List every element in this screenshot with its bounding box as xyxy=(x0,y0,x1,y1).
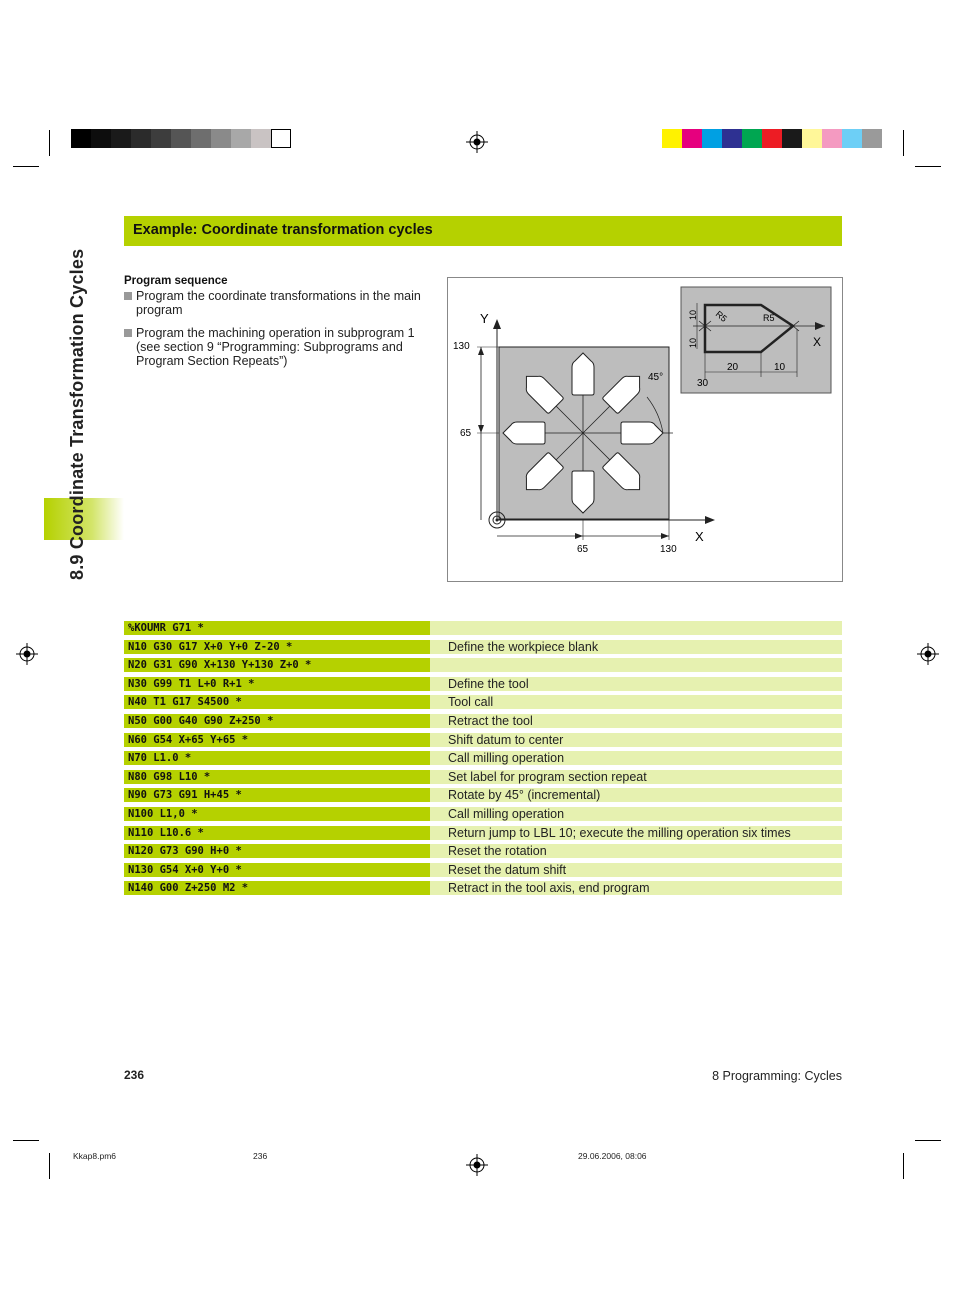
program-code-line: %KOUMR G71 * xyxy=(124,621,430,635)
program-code-line: N130 G54 X+0 Y+0 * xyxy=(124,863,430,877)
program-line-description xyxy=(430,658,842,672)
program-code-line: N110 L10.6 * xyxy=(124,826,430,840)
section-side-title: 8.9 Coordinate Transformation Cycles xyxy=(67,248,87,580)
detail-x-label: X xyxy=(813,335,822,349)
program-code-line: N10 G30 G17 X+0 Y+0 Z-20 * xyxy=(124,640,430,654)
chapter-footer: 8 Programming: Cycles xyxy=(712,1069,842,1083)
program-line-description: Reset the datum shift xyxy=(430,863,842,877)
program-code-line: N30 G99 T1 L+0 R+1 * xyxy=(124,677,430,691)
color-swatch xyxy=(802,129,822,148)
dim-130-x: 130 xyxy=(660,544,677,555)
program-line-description: Reset the rotation xyxy=(430,844,842,858)
color-swatch xyxy=(842,129,862,148)
color-swatch xyxy=(251,129,271,148)
program-code-line: N40 T1 G17 S4500 * xyxy=(124,695,430,709)
detail-dim-10-bottom: 10 xyxy=(774,362,786,373)
program-code-line: N90 G73 G91 H+45 * xyxy=(124,788,430,802)
program-code-line: N50 G00 G40 G90 Z+250 * xyxy=(124,714,430,728)
bullet-item xyxy=(124,289,429,317)
example-header xyxy=(124,216,842,246)
program-line-description: Define the tool xyxy=(430,677,842,691)
print-file: Kkap8.pm6 xyxy=(73,1151,116,1161)
program-line-description: Set label for program section repeat xyxy=(430,770,842,784)
color-swatch xyxy=(131,129,151,148)
program-code-line: N20 G31 G90 X+130 Y+130 Z+0 * xyxy=(124,658,430,672)
crop-mark xyxy=(915,166,941,167)
color-swatch xyxy=(682,129,702,148)
color-swatch xyxy=(171,129,191,148)
registration-mark-icon xyxy=(917,643,939,665)
program-code-line: N120 G73 G90 H+0 * xyxy=(124,844,430,858)
color-swatch xyxy=(762,129,782,148)
program-line-description xyxy=(430,621,842,635)
crop-mark xyxy=(915,1140,941,1141)
dim-65-y: 65 xyxy=(460,428,472,439)
detail-r5-a: R5 xyxy=(713,308,729,324)
color-swatch xyxy=(862,129,882,148)
bullet-square-icon xyxy=(124,329,132,337)
color-swatch xyxy=(782,129,802,148)
program-line-description: Return jump to LBL 10; execute the milling operation six times xyxy=(430,826,842,840)
angle-label: 45° xyxy=(648,372,664,383)
program-sequence-title: Program sequence xyxy=(124,275,228,287)
program-code-line: N70 L1.0 * xyxy=(124,751,430,765)
color-swatch xyxy=(231,129,251,148)
color-swatch xyxy=(271,129,291,148)
bullet-item xyxy=(124,326,429,368)
dim-65-x: 65 xyxy=(577,544,589,555)
detail-dim-20: 20 xyxy=(727,362,739,373)
detail-dim-10-side: 10 xyxy=(688,337,698,348)
detail-dim-10-top: 10 xyxy=(688,309,698,320)
program-line-description: Retract the tool xyxy=(430,714,842,728)
bullet-square-icon xyxy=(124,292,132,300)
program-code-line: N100 L1,0 * xyxy=(124,807,430,821)
program-line-description: Rotate by 45° (incremental) xyxy=(430,788,842,802)
program-line-description: Shift datum to center xyxy=(430,733,842,747)
color-swatch xyxy=(91,129,111,148)
y-axis-label: Y xyxy=(480,311,489,326)
x-axis-label: X xyxy=(695,529,704,544)
color-swatch xyxy=(662,129,682,148)
color-swatch xyxy=(111,129,131,148)
color-swatch xyxy=(151,129,171,148)
program-code-line: N80 G98 L10 * xyxy=(124,770,430,784)
color-swatch xyxy=(211,129,231,148)
print-date: 29.06.2006, 08:06 xyxy=(578,1151,647,1161)
crop-mark xyxy=(49,130,50,156)
workpiece-figure xyxy=(447,277,843,582)
crop-mark xyxy=(903,1153,904,1179)
crop-mark xyxy=(903,130,904,156)
example-title: Example: Coordinate transformation cycles xyxy=(133,222,433,238)
program-line-description: Define the workpiece blank xyxy=(430,640,842,654)
color-swatch xyxy=(71,129,91,148)
color-swatch xyxy=(191,129,211,148)
color-swatch xyxy=(742,129,762,148)
registration-mark-icon xyxy=(466,131,488,153)
page-number: 236 xyxy=(124,1068,145,1082)
program-code-line: N140 G00 Z+250 M2 * xyxy=(124,881,430,895)
dim-130-y: 130 xyxy=(453,341,470,352)
color-swatch xyxy=(702,129,722,148)
crop-mark xyxy=(13,166,39,167)
bullet-text: Program the machining operation in subprogram 1 (see section 9 “Programming: Subprograms and Program Section Repeats”) xyxy=(136,326,415,368)
crop-mark xyxy=(49,1153,50,1179)
crop-mark xyxy=(13,1140,39,1141)
print-page: 236 xyxy=(253,1151,268,1161)
program-line-description: Call milling operation xyxy=(430,807,842,821)
program-line-description: Call milling operation xyxy=(430,751,842,765)
program-code-line: N60 G54 X+65 Y+65 * xyxy=(124,733,430,747)
registration-mark-icon xyxy=(466,1154,488,1176)
program-line-description: Tool call xyxy=(430,695,842,709)
registration-mark-icon xyxy=(16,643,38,665)
bullet-text: Program the coordinate transformations in the main program xyxy=(136,289,421,317)
color-swatch xyxy=(722,129,742,148)
color-swatch xyxy=(822,129,842,148)
detail-dim-30: 30 xyxy=(697,378,709,389)
detail-r5-b: R5 xyxy=(763,313,775,323)
program-line-description: Retract in the tool axis, end program xyxy=(430,881,842,895)
